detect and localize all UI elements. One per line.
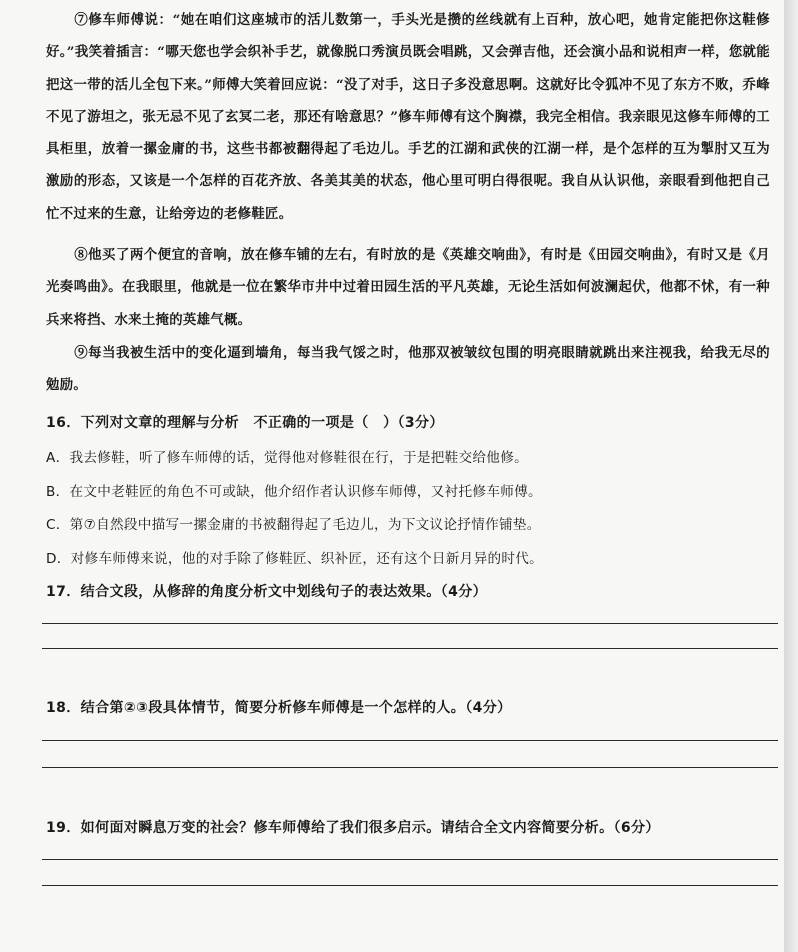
paragraph-9 — [46, 337, 770, 402]
question-16-option-b: B．在文中老鞋匠的角色不可或缺，他介绍作者认识修车师傅，又衬托修车师傅。 — [46, 484, 542, 500]
question-19-stem: 19．如何面对瞬息万变的社会？修车师傅给了我们很多启示。请结合全文内容简要分析。（6分） — [46, 820, 660, 836]
paragraph-9-text: ⑨每当我被生活中的变化逼到墙角，每当我气馁之时，他那双被皱纹包围的明亮眼睛就跳出来注视我，给我无尽的勉励。 — [46, 345, 770, 394]
answer-line[interactable] — [42, 885, 778, 886]
question-16-stem: 16．下列对文章的理解与分析 不正确的一项是（ ）（3分） — [46, 415, 444, 431]
question-16-option-c: C．第⑦自然段中描写一摞金庸的书被翻得起了毛边儿，为下文议论抒情作铺垫。 — [46, 517, 541, 533]
paragraph-8 — [46, 239, 770, 336]
answer-line[interactable] — [42, 767, 778, 768]
answer-line[interactable] — [42, 859, 778, 860]
question-18-stem: 18．结合第②③段具体情节，简要分析修车师傅是一个怎样的人。（4分） — [46, 700, 512, 716]
paragraph-8-text: ⑧他买了两个便宜的音响，放在修车铺的左右，有时放的是《英雄交响曲》，有时是《田园交响曲》，有时又是《月光奏鸣曲》。在我眼里，他就是一位在繁华市井中过着田园生活的平凡英雄，无论生活如何波澜起伏，他都不怵，有一种兵来将挡、水来土掩的英雄气概。 — [46, 247, 770, 328]
answer-line[interactable] — [42, 740, 778, 741]
answer-line[interactable] — [42, 648, 778, 649]
page-edge — [784, 0, 798, 952]
question-16-option-a: A．我去修鞋，听了修车师傅的话，觉得他对修鞋很在行，于是把鞋交给他修。 — [46, 450, 528, 466]
paragraph-7-text: ⑦修车师傅说：“她在咱们这座城市的活儿数第一，手头光是攒的丝线就有上百种，放心吧，她肯定能把你这鞋修好。”我笑着插言：“哪天您也学会织补手艺，就像脱口秀演员既会唱跳，又会弹吉他，还会演小品和说相声一样，您就能把这一带的活儿全包下来。”师傅大笑着回应说：“没了对手，这日子多没意思啊。这就好比令狐冲不见了东方不败，乔峰不见了游坦之，张无忌不见了玄冥二老，那还有啥意思？”修车师傅有这个胸襟，我完全相信。我亲眼见这修车师傅的工具柜里，放着一摞金庸的书，这些书都被翻得起了毛边儿。手艺的江湖和武侠的江湖一样，是个怎样的互为掣肘又互为激励的形态，又该是一个怎样的百花齐放、各美其美的状态，他心里可明白得很呢。我自从认识他，亲眼看到他把自己忙不过来的生意，让给旁边的老修鞋匠。 — [46, 12, 770, 222]
answer-line[interactable] — [42, 623, 778, 624]
question-16-option-d: D．对修车师傅来说，他的对手除了修鞋匠、织补匠，还有这个日新月异的时代。 — [46, 551, 544, 567]
question-17-stem: 17．结合文段，从修辞的角度分析文中划线句子的表达效果。（4分） — [46, 584, 488, 600]
paragraph-7 — [46, 4, 770, 230]
